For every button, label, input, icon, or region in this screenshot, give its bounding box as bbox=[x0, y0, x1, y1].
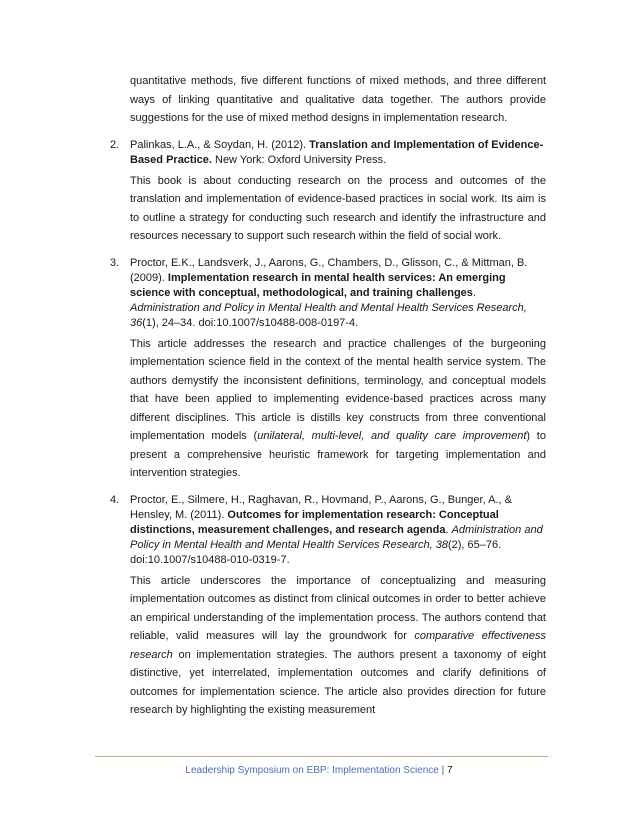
reference-authors: Proctor, E.K., Landsverk, J., Aarons, G., Chambers, D., Glisson, C., & Mittman, B. (2009). bbox=[130, 256, 528, 284]
reference-number: 3. bbox=[110, 256, 120, 269]
reference-citation bbox=[130, 138, 546, 168]
intro-paragraph: quantitative methods, five different functions of mixed methods, and three different ways of linking quantitative and qualitative data together. The authors provide suggestions for the use of mixed method designs in implementation research. bbox=[130, 75, 546, 124]
page-number: 7 bbox=[447, 765, 453, 776]
reference-title: Outcomes for implementation research: Conceptual distinctions, measurement challenges, and research agenda bbox=[130, 508, 499, 536]
reference-citation: Proctor, E., Silmere, H., Raghavan, R., Hovmand, P., Aarons, G., Bunger, A., & Hensley, M. (2011). Outcomes for implementation research: Conceptual distinctions, measurement challenges, and research agenda. Administration and Policy in Mental Health and Mental Health Services Research, 38(2), 65–76. doi:10.1007/s10488-010-0319-7. bbox=[130, 493, 543, 566]
reference-item bbox=[110, 256, 546, 483]
summary-emphasis: unilateral, multi-level, and quality care improvement bbox=[257, 430, 527, 442]
reference-volume: 36 bbox=[130, 316, 143, 329]
page-content bbox=[110, 72, 546, 730]
reference-journal: Administration and Policy in Mental Health and Mental Health Services Research, bbox=[130, 523, 543, 551]
summary-text: ) to present a comprehensive heuristic framework for targeting implementation and intervention strategies. bbox=[130, 430, 546, 479]
reference-authors: Proctor, E., Silmere, H., Raghavan, R., Hovmand, P., Aarons, G., Bunger, A., & Hensley, M. (2011). bbox=[130, 493, 512, 521]
footer-title: Leadership Symposium on EBP: Implementation Science bbox=[185, 765, 439, 776]
reference-authors: Palinkas, L.A., & Soydan, H. (2012). bbox=[130, 138, 307, 151]
summary-text: This article underscores the importance of conceptualizing and measuring implementation outcomes as distinct from clinical outcomes in order to better achieve an empirical understanding of the implementation process. The authors contend that reliable, valid measures will lay the groundwork for bbox=[130, 574, 546, 642]
reference-summary bbox=[130, 335, 546, 483]
reference-number: 2. bbox=[110, 138, 120, 151]
reference-volume: 38 bbox=[435, 538, 448, 551]
reference-details: (1), 24–34. doi:10.1007/s10488-008-0197-4. bbox=[142, 316, 359, 329]
footer-rule bbox=[95, 756, 548, 757]
reference-item bbox=[110, 138, 546, 246]
reference-details: (2), 65–76. doi:10.1007/s10488-010-0319-7. bbox=[130, 538, 502, 566]
reference-summary: This book is about conducting research on the process and outcomes of the translation and implementation of evidence-based practices in social work. Its aim is to outline a strategy for conducting such research and identify the infrastructure and resources necessary to support such research within the field of social work. bbox=[130, 174, 546, 242]
summary-emphasis: comparative effectiveness research bbox=[130, 630, 546, 661]
summary-text: This article addresses the research and practice challenges of the burgeoning implementation science field in the context of the mental health service system. The authors demystify the inconsistent definitions, terminology, and conceptual models that have been applied to implementing evidence-based practices across many different disciplines. This article is distills key constructs from three conventional implementation models ( bbox=[130, 337, 546, 442]
summary-text: on implementation strategies. The authors present a taxonomy of eight distinctive, yet interrelated, implementation outcomes and clarify definitions of outcomes for implementation science. The article also provides direction for future research by highlighting the existing measurement bbox=[130, 648, 546, 716]
reference-summary bbox=[130, 572, 546, 720]
reference-citation: Proctor, E.K., Landsverk, J., Aarons, G., Chambers, D., Glisson, C., & Mittman, B. (2009). Implementation research in mental health services: An emerging science with conceptual, methodological, and training challenges. Administration and Policy in Mental Health and Mental Health Services Research, 36(1), 24–34. doi:10.1007/s10488-008-0197-4. bbox=[130, 256, 528, 329]
reference-number: 4. bbox=[110, 493, 120, 506]
reference-publisher: New York: Oxford University Press. bbox=[215, 153, 387, 166]
footer-separator: | bbox=[441, 765, 445, 776]
reference-title: Implementation research in mental health services: An emerging science with conceptual, methodological, and training challenges bbox=[130, 271, 506, 299]
page-footer bbox=[0, 765, 638, 776]
reference-title: Translation and Implementation of Evidence-Based Practice. bbox=[130, 138, 544, 166]
reference-item bbox=[110, 493, 546, 720]
reference-journal: Administration and Policy in Mental Health and Mental Health Services Research, bbox=[130, 301, 527, 314]
